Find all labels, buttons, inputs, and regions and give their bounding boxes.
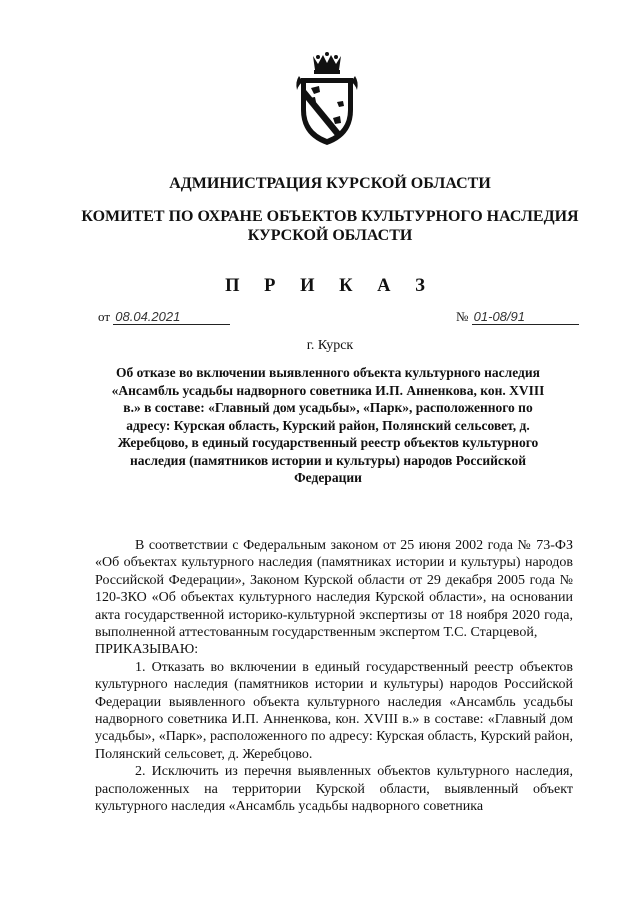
committee-name-line2: КУРСКОЙ ОБЛАСТИ <box>247 227 413 244</box>
city: г. Курск <box>306 338 354 353</box>
order-subject: Об отказе во включении выявленного объекта культурного наследия «Ансамбль усадьбы надворного советника И.П. Анненкова, кон. XVIII в.» в составе: «Главный дом усадьбы», «Парк», расположенного по адресу: Курская область, Курский район, Полянский сельсовет, д. Жеребцово, в единый государственный реестр объектов культурного наследия (памятников истории и культуры) народов Российской Федерации <box>111 365 545 485</box>
item-1-paragraph: 1. Отказать во включении в единый государственный реестр объектов культурного наследия (памятников истории и культуры) народов Российской Федерации выявленного объекта культурного наследия «Ансамбль усадьбы надворного советника И.П. Анненкова, кон. XVIII в.» в составе: «Главный дом усадьбы», «Парк», расположенного по адресу: Курская область, Курский район, Полянский сельсовет, д. Жеребцово. <box>95 659 573 762</box>
committee-name-line1: КОМИТЕТ ПО ОХРАНЕ ОБЪЕКТОВ КУЛЬТУРНОГО НАСЛЕДИЯ <box>81 208 579 225</box>
number-handwritten: 01-08/91 <box>472 310 579 325</box>
item-2-paragraph: 2. Исключить из перечня выявленных объектов культурного наследия, расположенных на территории Курской области, выявленный объект культурного наследия «Ансамбль усадьбы надворного советника <box>95 764 573 815</box>
date-prefix: от <box>98 309 111 324</box>
order-number <box>456 309 579 325</box>
coat-of-arms-icon <box>293 52 361 148</box>
date-handwritten: 08.04.2021 <box>113 310 230 325</box>
number-prefix: № <box>456 309 469 324</box>
committee-name <box>40 207 620 245</box>
order-title: П Р И К А З <box>225 276 435 296</box>
directive: ПРИКАЗЫВАЮ: <box>95 642 199 658</box>
administration-name: АДМИНИСТРАЦИЯ КУРСКОЙ ОБЛАСТИ <box>169 175 491 192</box>
order-date <box>98 309 230 325</box>
preamble-paragraph: В соответствии с Федеральным законом от 25 июня 2002 года № 73-ФЗ «Об объектах культурного наследия (памятниках истории и культуры) народов Российской Федерации», Законом Курской области от 29 декабря 2005 года № 120-ЗКО «Об объектах культурного наследия Курской области», на основании акта государственной историко-культурной экспертизы от 18 ноября 2020 года, выполненной аттестованным государственным экспертом Т.С. Старцевой, <box>95 538 573 641</box>
order-body <box>95 537 573 816</box>
